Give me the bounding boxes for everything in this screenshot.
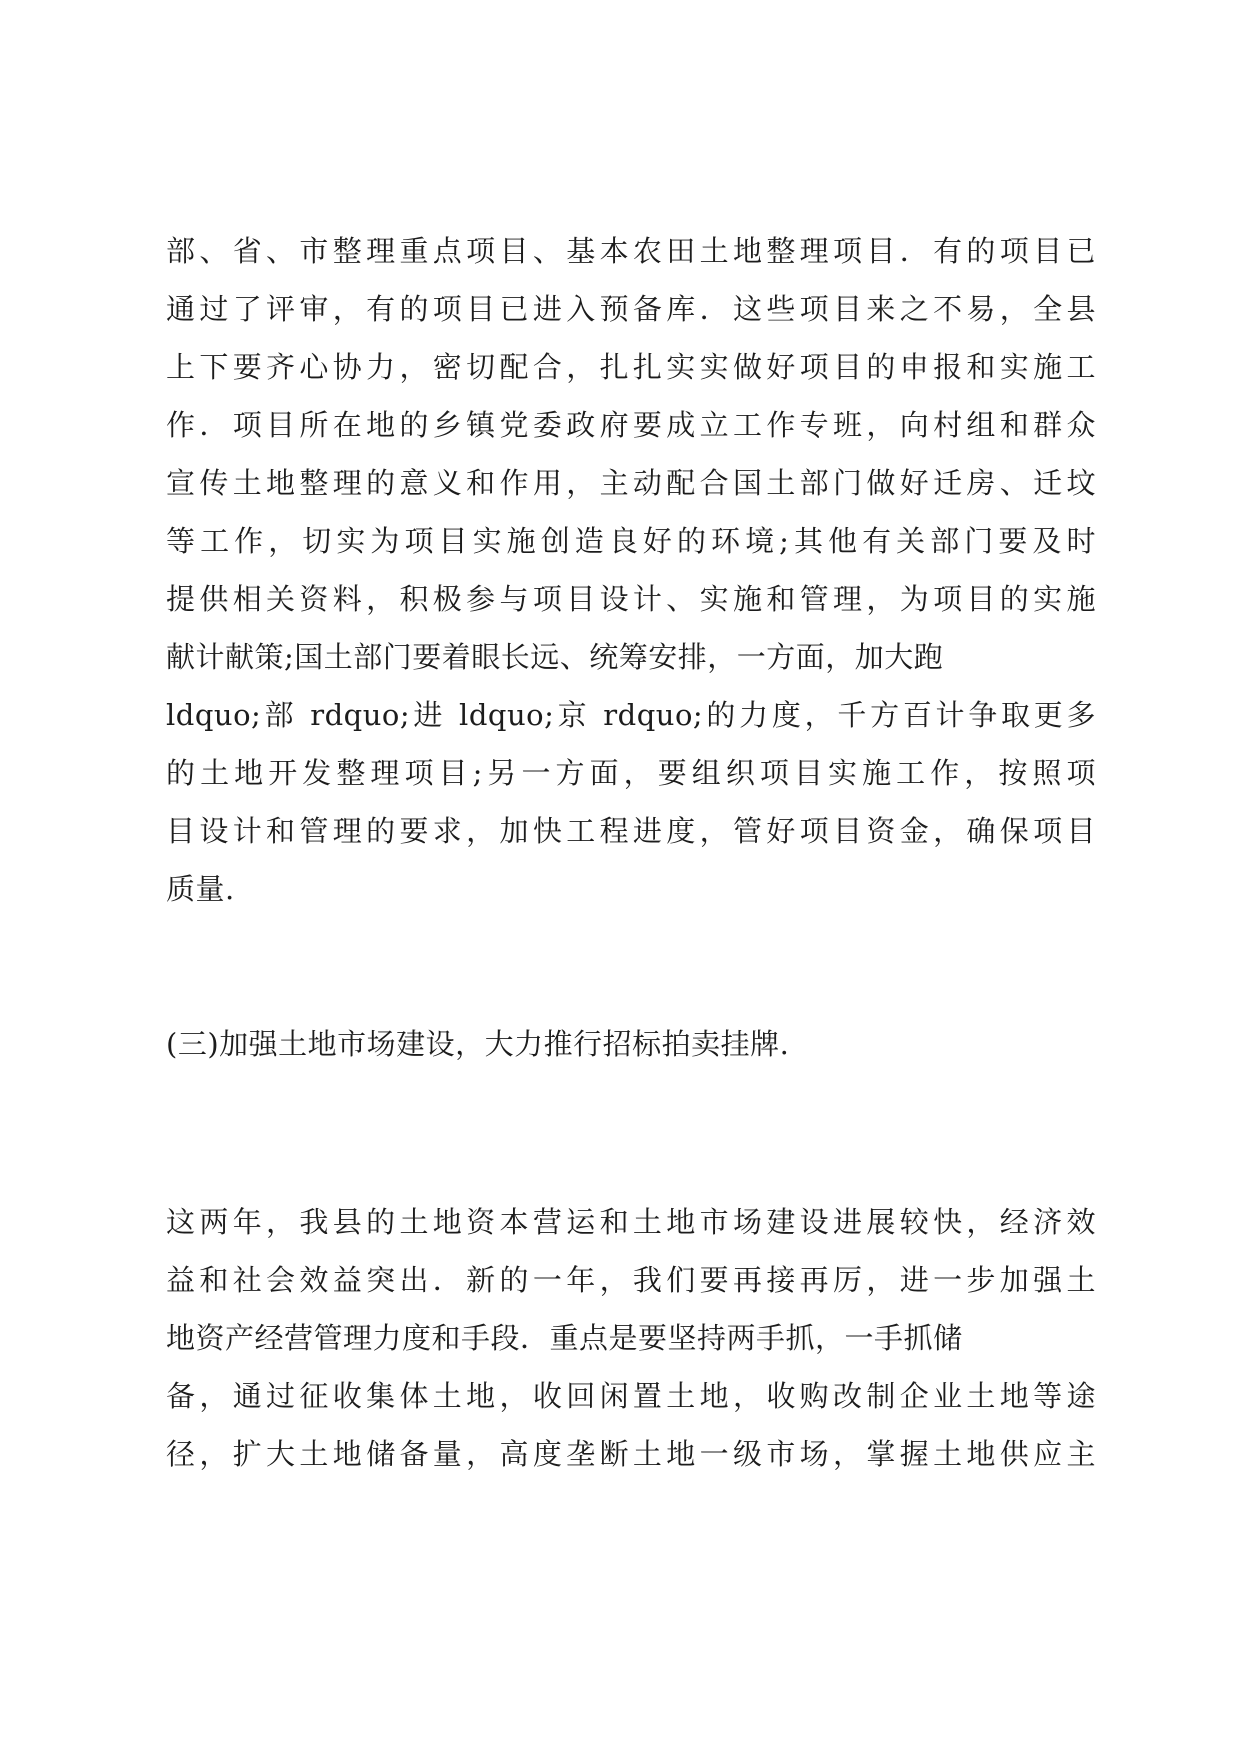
text-line: 献计献策;国土部门要着眼长远、统筹安排，一方面，加大跑 <box>166 640 944 674</box>
text-line: 等工作，切实为项目实施创造良好的环境;其他有关部门要及时 <box>166 524 1096 558</box>
text-line: 作．项目所在地的乡镇党委政府要成立工作专班，向村组和群众 <box>166 408 1096 442</box>
text-line: 径，扩大土地储备量，高度垄断土地一级市场，掌握土地供应主 <box>166 1437 1096 1471</box>
text-line: 目设计和管理的要求，加快工程进度，管好项目资金，确保项目 <box>166 814 1096 848</box>
text-line: 备，通过征收集体土地，收回闲置土地，收购改制企业土地等途 <box>166 1379 1096 1413</box>
text-line: 部、省、市整理重点项目、基本农田土地整理项目．有的项目已 <box>166 234 1096 268</box>
text-line: 提供相关资料，积极参与项目设计、实施和管理，为项目的实施 <box>166 582 1096 616</box>
text-line: 地资产经营管理力度和手段．重点是要坚持两手抓，一手抓储 <box>166 1321 963 1355</box>
text-line: 的土地开发整理项目;另一方面，要组织项目实施工作，按照项 <box>166 756 1096 790</box>
section-heading <box>166 1015 1096 1073</box>
paragraph-2 <box>166 1193 1096 1483</box>
text-line: 通过了评审，有的项目已进入预备库．这些项目来之不易，全县 <box>166 292 1096 326</box>
paragraph-1 <box>166 222 1096 918</box>
text-line: ldquo;部 rdquo;进 ldquo;京 rdquo;的力度，千方百计争取更多 <box>166 698 1096 732</box>
text-line: 质量. <box>166 872 235 906</box>
text-line: 上下要齐心协力，密切配合，扎扎实实做好项目的申报和实施工 <box>166 350 1096 384</box>
text-line: 益和社会效益突出．新的一年，我们要再接再厉，进一步加强土 <box>166 1263 1096 1297</box>
text-line: 这两年，我县的土地资本营运和土地市场建设进展较快，经济效 <box>166 1205 1096 1239</box>
section-heading-text: (三)加强土地市场建设，大力推行招标拍卖挂牌. <box>166 1027 790 1061</box>
text-line: 宣传土地整理的意义和作用，主动配合国土部门做好迁房、迁坟 <box>166 466 1096 500</box>
